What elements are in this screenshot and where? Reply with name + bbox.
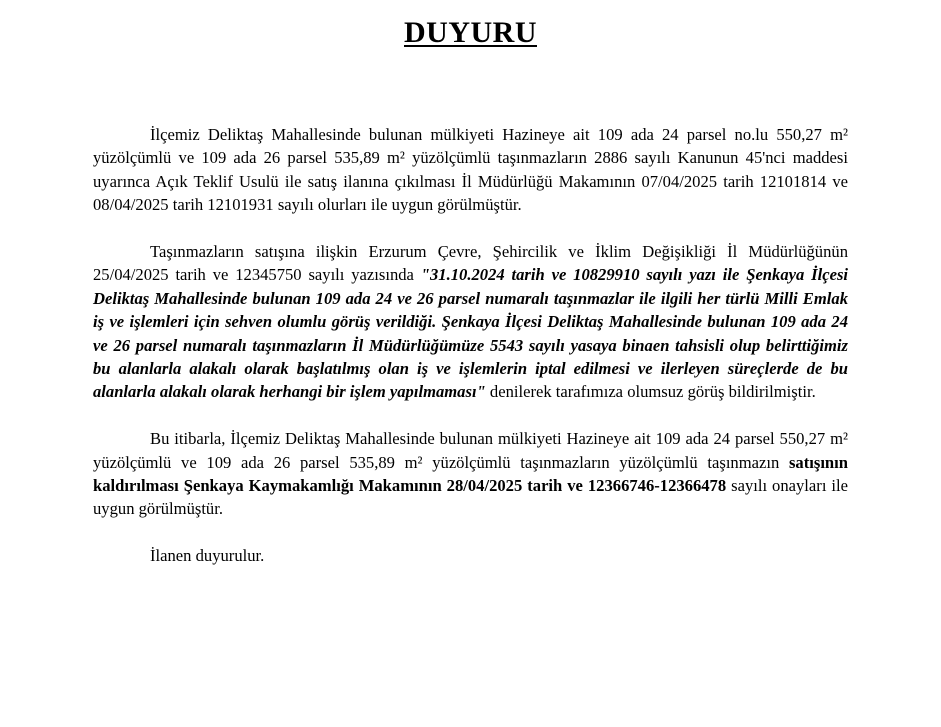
paragraph-text: Taşınmazların satışına ilişkin Erzurum Çevre, Şehircilik ve İklim Değişikliği İl Müdürlüğünün 25/04/2025 tarih ve 12345750 sayılı yazısında [93, 242, 848, 285]
document-title: DUYURU [404, 16, 537, 49]
closing-text: İlanen duyurulur. [150, 546, 265, 566]
paragraph-negative-opinion [93, 240, 848, 404]
paragraph-cancellation [93, 427, 848, 521]
paragraph-closing [93, 544, 848, 567]
paragraph-text: İlçemiz Deliktaş Mahallesinde bulunan mülkiyeti Hazineye ait 109 ada 24 parsel no.lu 550,27 m² yüzölçümlü ve 109 ada 26 parsel 535,89 m² yüzölçümlü taşınmazların 2886 sayılı Kanunun 45'nci maddesi uyarınca Açık Teklif Usulü ile satış ilanına çıkılması İl Müdürlüğü Makamının 07/04/2025 tarih 12101814 ve 08/04/2025 tarih 12101931 sayılı olurları ile uygun görülmüştür. [93, 125, 848, 215]
quoted-letter-text: "31.10.2024 tarih ve 10829910 sayılı yazı ile Şenkaya İlçesi Deliktaş Mahallesinde bulunan 109 ada 24 ve 26 parsel numaralı taşınmazlar ile ilgili her türlü Milli Emlak iş ve işlemleri için sehven olumlu görüş verildiği. Şenkaya İlçesi Deliktaş Mahallesinde bulunan 109 ada 24 ve 26 parsel numaralı taşınmazların İl Müdürlüğümüze 5543 sayılı yasaya binaen tahsisli olup belirttiğimiz bu alanlarla alakalı olarak başlatılmış olan iş ve işlemlerin iptal edilmesi ve ilerleyen süreçlerde de bu alanlarla alakalı olarak herhangi bir işlem yapılmaması" [93, 265, 849, 402]
paragraph-text: Bu itibarla, İlçemiz Deliktaş Mahallesinde bulunan mülkiyeti Hazineye ait 109 ada 24 parsel 550,27 m² yüzölçümlü ve 109 ada 26 parsel 535,89 m² yüzölçümlü taşınmazların yüzölçümlü taşınmazın [93, 429, 848, 472]
paragraph-text: denilerek tarafımıza olumsuz görüş bildirilmiştir. [485, 382, 816, 402]
paragraph-sale-approval [93, 123, 848, 217]
announcement-body [93, 123, 848, 568]
paragraph-text: sayılı onayları ile uygun görülmüştür. [93, 476, 848, 519]
emphasized-decision-text: satışının kaldırılması Şenkaya Kaymakamlığı Makamının 28/04/2025 tarih ve 12366746-12366478 [93, 452, 848, 496]
